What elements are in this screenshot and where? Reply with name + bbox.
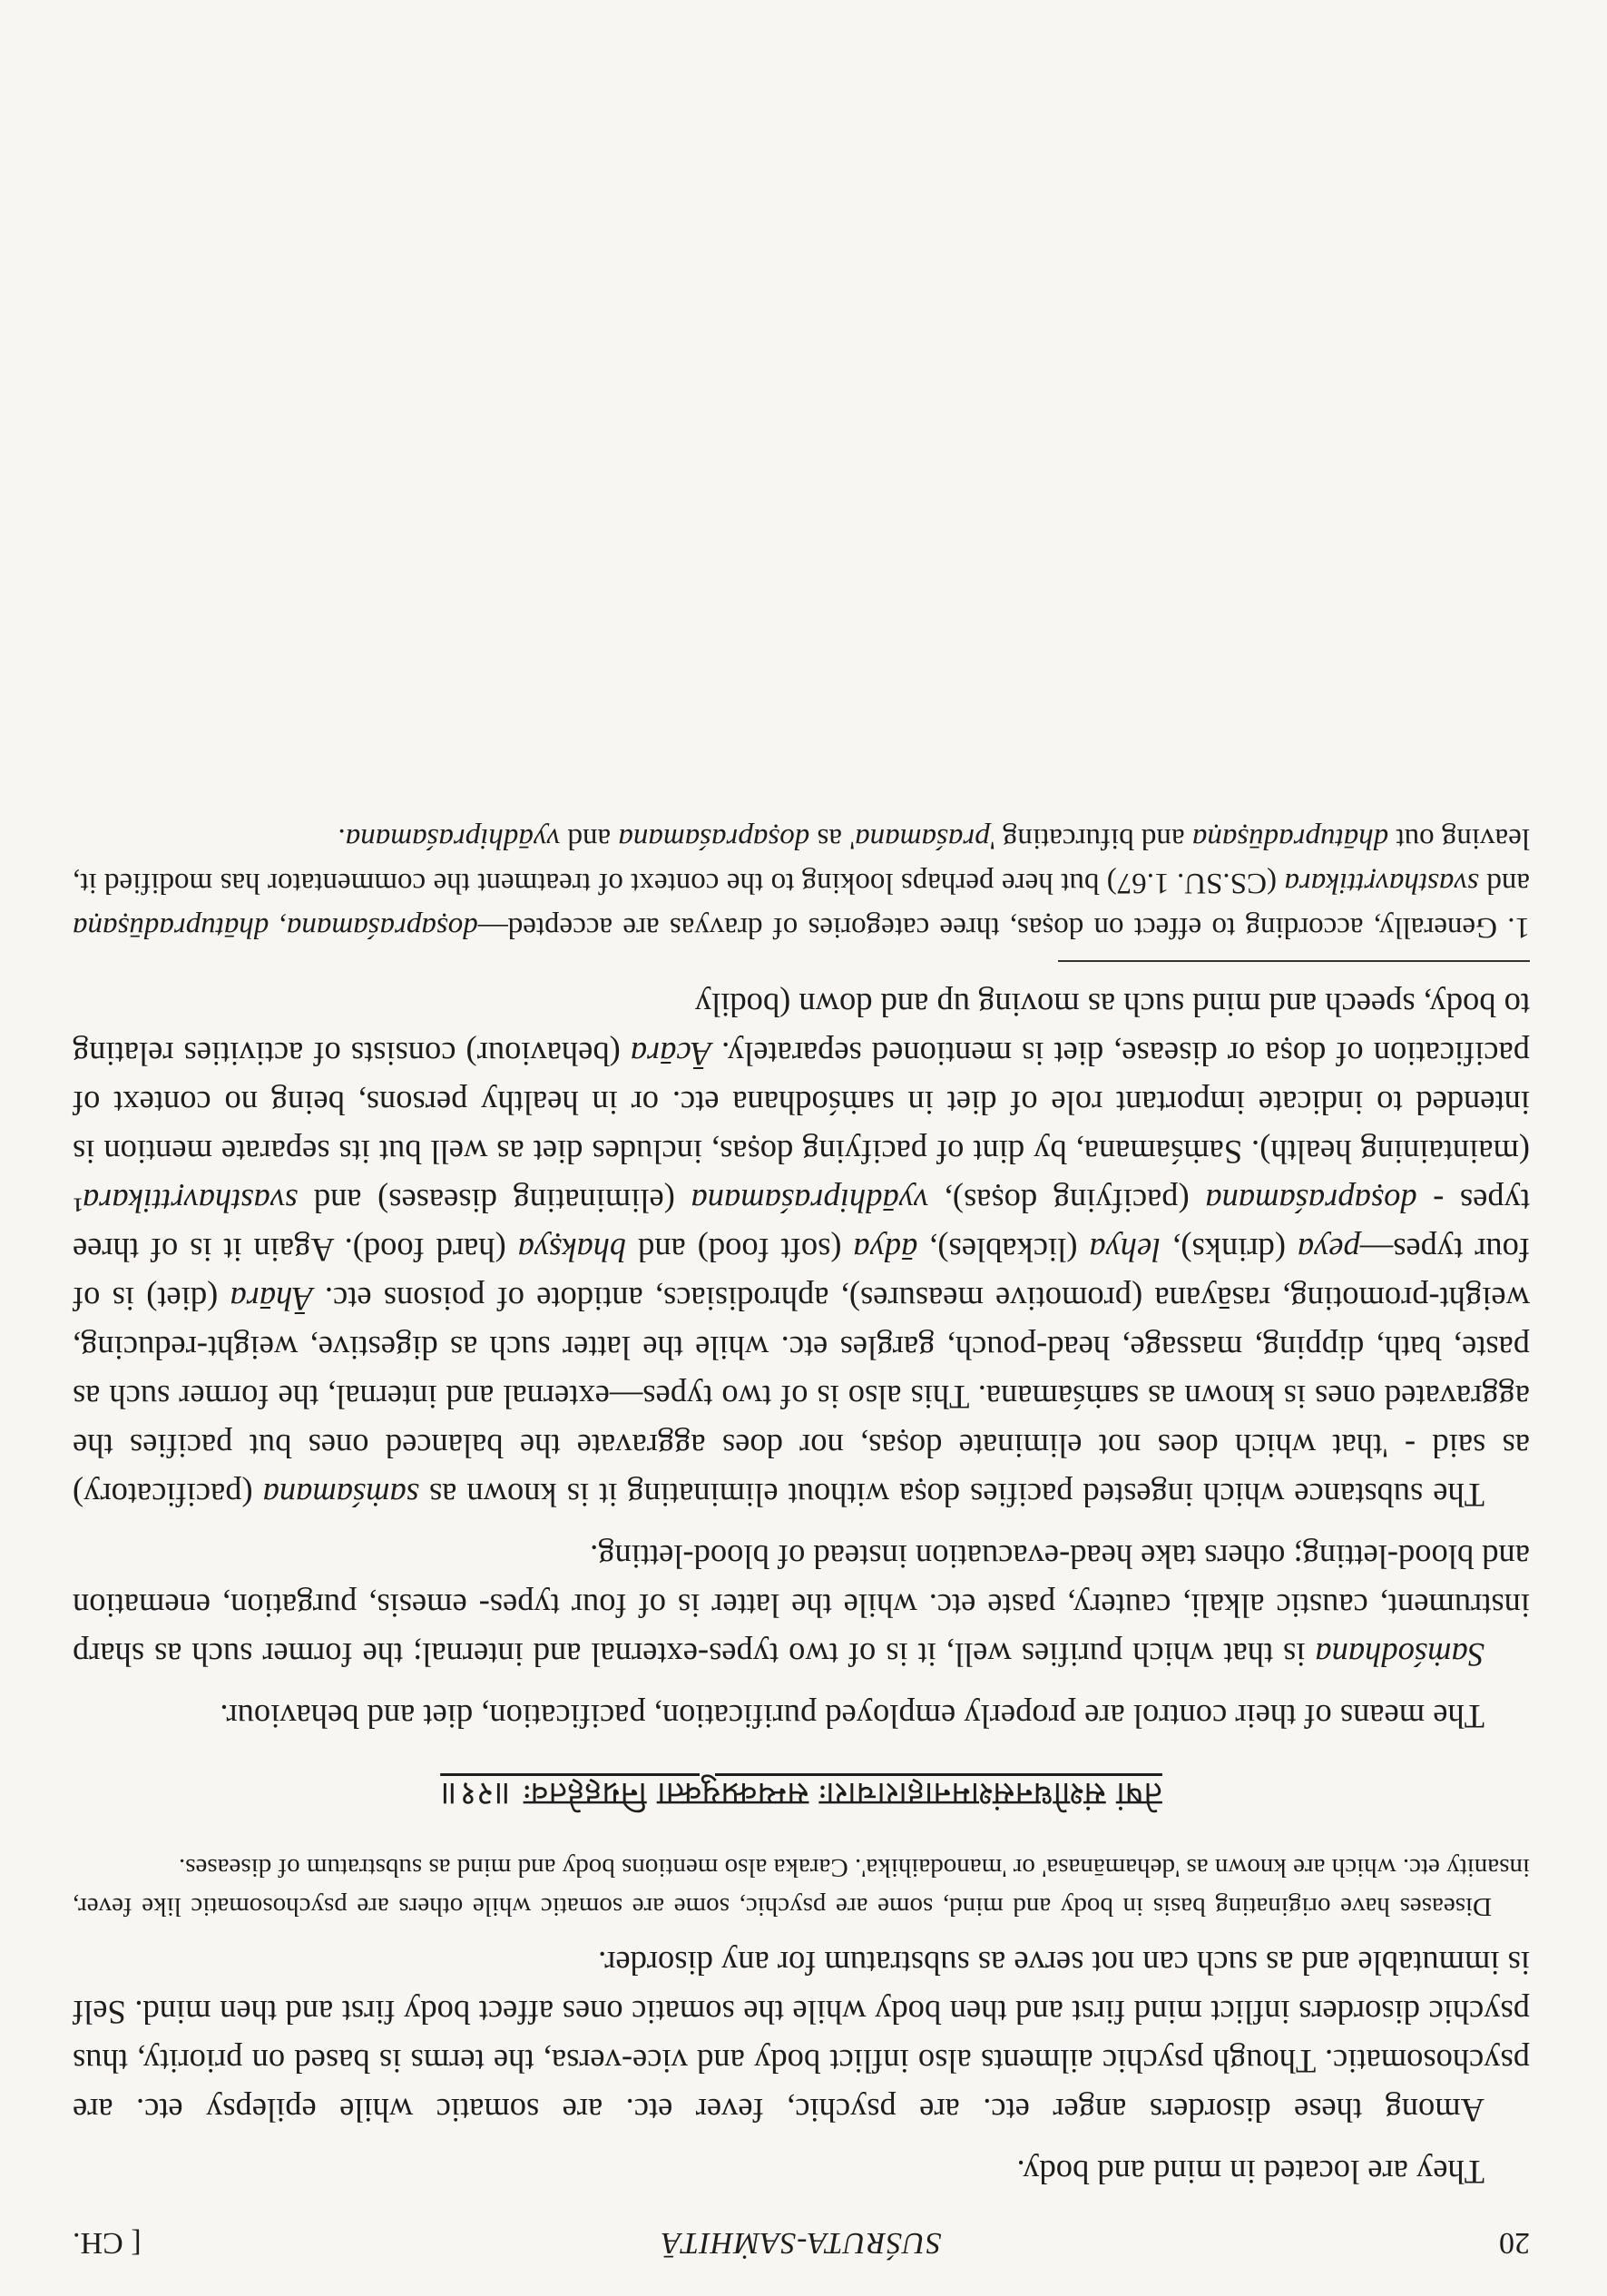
footnote-rule <box>1058 960 1530 962</box>
paragraph-location: They are located in mind and body. <box>1016 2154 1485 2191</box>
paragraph-diseases-note: Diseases have originating basis in body and mind, some are psychic, some are somatic while others are psychosomatic like fever, insanity etc. which are known as 'dehamānasa' or 'manodaihika'. Caraka also mentions body and mind as substratum of diseases. <box>73 1853 1530 1921</box>
term-samsodhana: Saṁśodhana <box>1315 1636 1485 1673</box>
page-number: 20 <box>1499 2226 1530 2260</box>
running-title: SUŚRUTA-SAṀHITĀ <box>661 2226 942 2260</box>
paragraph-samsamana: The substance which ingested pacifies doṣa without eliminating it is known as saṁśamana (pacificatory) as said - 'that which does not eliminate doṣas, nor does aggravate the balanced ones but pacifies the aggravated ones is known as saṁśamana. This also is of two types—external and internal, the former such as paste, bath, dipping, massage, head-pouch, gargles etc. while the latter such as digestive, weight-reducing, weight-promoting, rasāyana (promotive measures), aphrodisiacs, antidote of poisons etc. Āhāra (diet) is of four types—peya (drinks), lehya (lickables), ādya (soft food) and bhakṣya (hard food). Again it is of three types - doṣapraśamana (pacifying doṣas), vyādhipraśamana (eliminating diseases) and svasthavṛttikara¹ (maintaining health). Saṁśamana, by dint of pacifying doṣas, includes diet as well but its separate mention is intended to indicate important role of diet in saṁśodhana etc. or in healthy persons, being no context of pacification of doṣa or disease, diet is mentioned separately. Ācāra (behaviour) consists of activities relating to body, speech and mind such as moving up and down (bodily <box>72 986 1530 1514</box>
chapter-mark: [ CH. <box>73 2226 142 2260</box>
paragraph-samsodhana: Saṁśodhana is that which purifies well, it is of two types-external and internal; the former such as sharp instrument, caustic alkali, cautery, paste etc. while the latter is of four types- emesis, purgation, enemation and blood-letting; others take head-evacuation instead of blood-letting. <box>73 1538 1530 1673</box>
sanskrit-verse: तेषां संशोधनसंशमनाहाराचाराः सम्यक्प्रयुक्ता निग्रहहेतवः ॥२१॥ <box>440 1775 1162 1812</box>
running-head <box>73 2196 1530 2260</box>
footnote: 1. Generally, according to effect on doṣas, three categories of dravyas are accepted—doṣapraśamana, dhātupradūṣaṇa and svasthavṛttikara (CS.SU. 1.67) but here perhaps looking to the context of treatment the commentator has modified it, leaving out dhātupradūṣaṇa and bifurcating 'praśamana' as doṣapraśamana and vyādhipraśamana. <box>73 822 1530 944</box>
paragraph-means-of-control: The means of their control are properly employed purification, pacification, diet and behaviour. <box>220 1698 1485 1735</box>
page-content <box>73 816 1530 2260</box>
paragraph-disorders: Among these disorders anger etc. are psychic, fever etc. are somatic while epilepsy etc. are psychosomatic. Though psychic ailments also inflict body and vice-versa, the terms is based on priority, thus psychic disorders inflict mind first and then body while the somatic ones affect body first and then mind. Self is immutable and as such can not serve as substratum for any disorder. <box>73 1945 1530 2129</box>
